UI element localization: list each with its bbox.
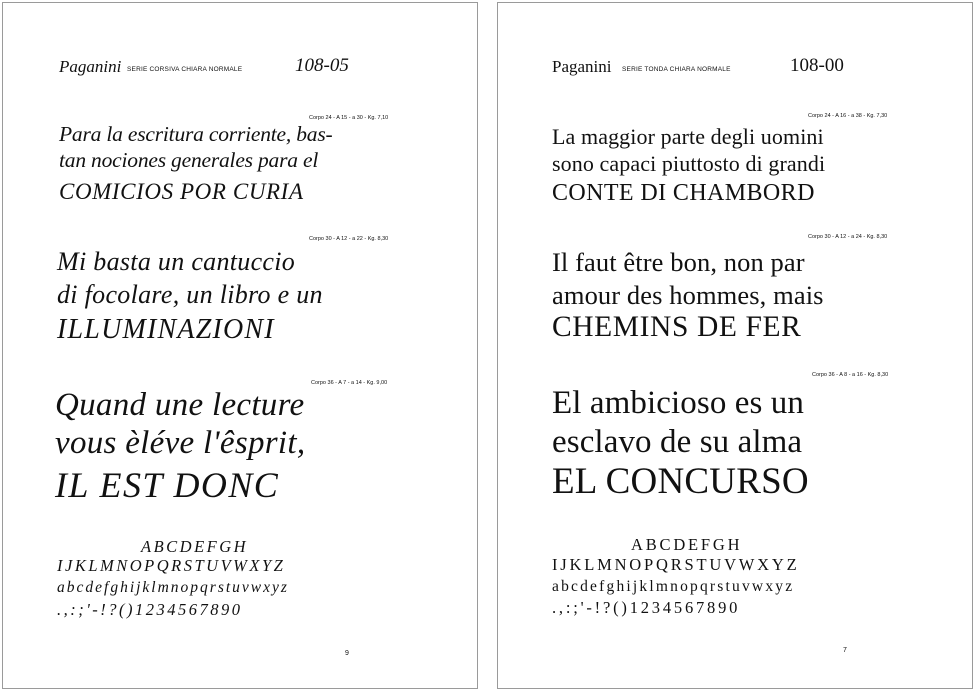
sample-caps-line: CHEMINS DE FER xyxy=(552,311,802,343)
sample-caps-line: ILLUMINAZIONI xyxy=(57,314,275,345)
sample-line: di focolare, un libro e un xyxy=(57,280,323,309)
left-specimen-page xyxy=(2,2,478,689)
size-spec: Corpo 30 - A 12 - a 24 - Kg. 8,30 xyxy=(808,234,888,240)
sample-line: esclavo de su alma xyxy=(552,424,803,460)
size-spec: Corpo 24 - A 15 - a 30 - Kg. 7,10 xyxy=(309,115,389,121)
alphabet-line: IJKLMNOPQRSTUVWXYZ xyxy=(552,555,800,574)
size-spec: Corpo 24 - A 16 - a 38 - Kg. 7,30 xyxy=(808,113,888,119)
size-spec: Corpo 36 - A 7 - a 14 - Kg. 9,00 xyxy=(311,380,388,386)
sample-line: vous èléve l'êsprit, xyxy=(55,425,306,461)
sample-caps-line: EL CONCURSO xyxy=(552,461,809,502)
alphabet-line: abcdefghijklmnopqrstuvwxyz xyxy=(552,578,795,595)
sample-caps-line: IL EST DONC xyxy=(55,465,280,505)
page-number: 7 xyxy=(843,647,847,654)
series-label: SERIE TONDA CHIARA NORMALE xyxy=(622,66,731,73)
page-number: 9 xyxy=(345,650,349,657)
font-name: Paganini xyxy=(59,57,122,76)
sample-line: El ambicioso es un xyxy=(552,385,805,421)
size-spec: Corpo 36 - A 8 - a 16 - Kg. 8,30 xyxy=(812,372,889,378)
alphabet-line: ABCDEFGH xyxy=(631,535,743,554)
sample-line: La maggior parte degli uomini xyxy=(552,124,824,149)
sample-line: Para la escritura corriente, bas- xyxy=(59,122,333,146)
alphabet-line: ABCDEFGH xyxy=(141,537,249,556)
sample-line: tan nociones generales para el xyxy=(59,148,319,172)
font-name: Paganini xyxy=(552,57,612,76)
sample-line: amour des hommes, mais xyxy=(552,280,824,310)
sample-line: Mi basta un cantuccio xyxy=(57,247,296,276)
series-label: SERIE CORSIVA CHIARA NORMALE xyxy=(127,66,243,73)
specimen-code: 108-05 xyxy=(295,55,349,76)
sample-caps-line: COMICIOS POR CURIA xyxy=(59,179,304,204)
specimen-code: 108-00 xyxy=(790,55,844,76)
sample-line: Il faut être bon, non par xyxy=(552,247,805,277)
alphabet-line: .,:;'-!?()1234567890 xyxy=(552,598,741,617)
size-spec: Corpo 30 - A 12 - a 22 - Kg. 8,30 xyxy=(309,236,389,242)
sample-caps-line: CONTE DI CHAMBORD xyxy=(552,180,815,206)
sample-line: sono capaci piuttosto di grandi xyxy=(552,151,826,176)
sample-line: Quand une lecture xyxy=(55,387,305,423)
alphabet-line: abcdefghijklmnopqrstuvwxyz xyxy=(57,579,289,596)
alphabet-line: IJKLMNOPQRSTUVWXYZ xyxy=(57,556,286,575)
alphabet-line: .,:;'-!?()1234567890 xyxy=(57,600,243,619)
right-specimen-page xyxy=(497,2,973,689)
